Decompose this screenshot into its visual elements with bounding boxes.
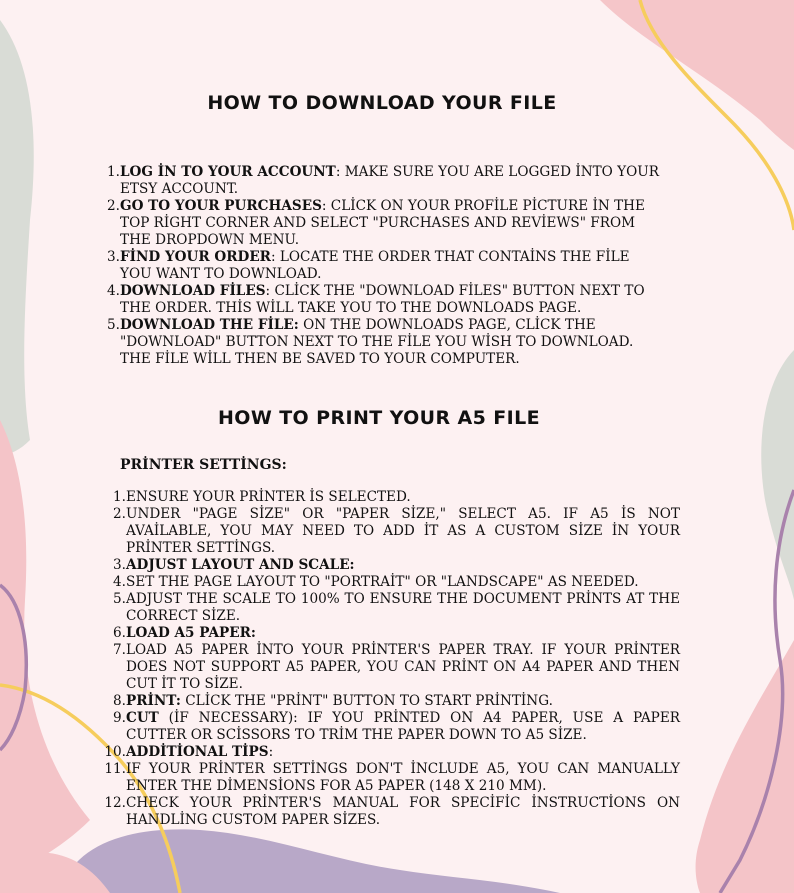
list-item [104,489,680,506]
list-item [104,317,664,368]
print-title: HOW TO PRINT YOUR A5 FILE [217,407,541,429]
list-item [104,557,680,574]
list-item-label: ADJUST LAYOUT AND SCALE: [126,557,355,573]
list-item-label: ADDİTİONAL TİPS [126,744,269,760]
list-item-number: 3. [107,249,120,265]
list-item-label: PRİNT: [126,693,181,709]
list-item-number: 1. [107,164,120,180]
list-item [104,761,680,795]
list-item-label: LOG İN TO YOUR ACCOUNT [120,164,336,180]
list-item-text [126,642,680,693]
list-item-label: DOWNLOAD FİLES [120,283,266,299]
list-item-body: : [268,744,274,760]
list-item-label: GO TO YOUR PURCHASES [120,198,322,214]
list-item-body: (İF NECESSARY): IF YOU PRİNTED ON A4 PAPER, USE A PAPER CUTTER OR SCİSSORS TO TRİM THE PAPER DOWN TO A5 SİZE. [126,710,680,743]
list-item-body: UNDER "PAGE SİZE" OR "PAPER SİZE," SELECT A5. IF A5 İS NOT AVAİLABLE, YOU MAY NEED TO ADD İT AS A CUSTOM SİZE İN YOUR PRİNTER SETTİNGS. [126,506,680,556]
list-item-label: LOAD A5 PAPER: [126,625,256,641]
list-item-body: : CLİCK ON YOUR PROFİLE PİCTURE İN THE TOP RİGHT CORNER AND SELECT "PURCHASES AND REVİEWS" FROM THE DROPDOWN MENU. [120,198,645,248]
list-item-number: 12. [104,795,126,811]
list-item-number: 7. [113,642,126,658]
list-item-number: 3. [113,557,126,573]
list-item-number: 11. [104,761,126,777]
list-item-number: 2. [107,198,120,214]
list-item-text [126,744,680,761]
list-item-body: IF YOUR PRİNTER SETTİNGS DON'T İNCLUDE A5, YOU CAN MANUALLY ENTER THE DİMENSİONS FOR A5 PAPER (148 X 210 MM). [126,761,680,794]
list-item-number: 5. [107,317,120,333]
list-item [104,744,680,761]
list-item-text [126,506,680,557]
list-item-text [126,625,680,642]
list-item-body: : LOCATE THE ORDER THAT CONTAİNS THE FİLE YOU WANT TO DOWNLOAD. [120,249,630,282]
download-title: HOW TO DOWNLOAD YOUR FILE [207,92,557,114]
list-item [104,198,664,249]
list-item [104,591,680,625]
list-item-number: 5. [113,591,126,607]
list-item-number: 4. [113,574,126,590]
list-item-body: ENSURE YOUR PRİNTER İS SELECTED. [126,489,411,505]
list-item-number: 6. [113,625,126,641]
list-item-text [126,489,680,506]
list-item-text [120,249,664,283]
list-item-text [120,317,664,368]
list-item [104,642,680,693]
list-item [104,506,680,557]
list-item-body: CLİCK THE "PRİNT" BUTTON TO START PRİNTİNG. [180,693,553,709]
list-item [104,164,664,198]
list-item-text [126,795,680,829]
list-item-text [120,198,664,249]
list-item-text [126,591,680,625]
list-item-number: 8. [113,693,126,709]
list-item-number: 10. [104,744,126,760]
list-item [104,693,680,710]
list-item-number: 9. [113,710,126,726]
list-item-body: : CLİCK THE "DOWNLOAD FİLES" BUTTON NEXT TO THE ORDER. THİS WİLL TAKE YOU TO THE DOWNLOADS PAGE. [120,283,645,316]
list-item-text [126,557,680,574]
list-item-body: CHECK YOUR PRİNTER'S MANUAL FOR SPECİFİC İNSTRUCTİONS ON HANDLİNG CUSTOM PAPER SİZES. [126,795,680,828]
list-item-text [126,710,680,744]
list-item-body: : MAKE SURE YOU ARE LOGGED İNTO YOUR ETSY ACCOUNT. [120,164,659,197]
list-item-body: ADJUST THE SCALE TO 100% TO ENSURE THE DOCUMENT PRİNTS AT THE CORRECT SİZE. [126,591,680,624]
download-steps-list [104,164,664,368]
list-item-text [126,693,680,710]
list-item-body: LOAD A5 PAPER İNTO YOUR PRİNTER'S PAPER TRAY. IF YOUR PRİNTER DOES NOT SUPPORT A5 PAPER, YOU CAN PRİNT ON A4 PAPER AND THEN CUT İT TO SİZE. [126,642,680,692]
list-item [104,795,680,829]
list-item-body: SET THE PAGE LAYOUT TO "PORTRAİT" OR "LANDSCAPE" AS NEEDED. [126,574,639,590]
list-item [104,249,664,283]
print-steps-list [104,489,680,829]
list-item-text [120,164,664,198]
list-item-label: FİND YOUR ORDER [120,249,271,265]
list-item [104,283,664,317]
list-item [104,625,680,642]
list-item-text [126,761,680,795]
list-item [104,574,680,591]
list-item-label: DOWNLOAD THE FİLE: [120,317,299,333]
list-item-text [126,574,680,591]
list-item-number: 1. [113,489,126,505]
printer-settings-heading: PRİNTER SETTİNGS: [120,457,287,473]
list-item-label: CUT [126,710,159,726]
list-item-body: ON THE DOWNLOADS PAGE, CLİCK THE "DOWNLOAD" BUTTON NEXT TO THE FİLE YOU WİSH TO DOWNLOAD. THE FİLE WİLL THEN BE SAVED TO YOUR COMPUTER. [120,317,634,367]
list-item [104,710,680,744]
list-item-number: 2. [113,506,126,522]
list-item-text [120,283,664,317]
list-item-number: 4. [107,283,120,299]
